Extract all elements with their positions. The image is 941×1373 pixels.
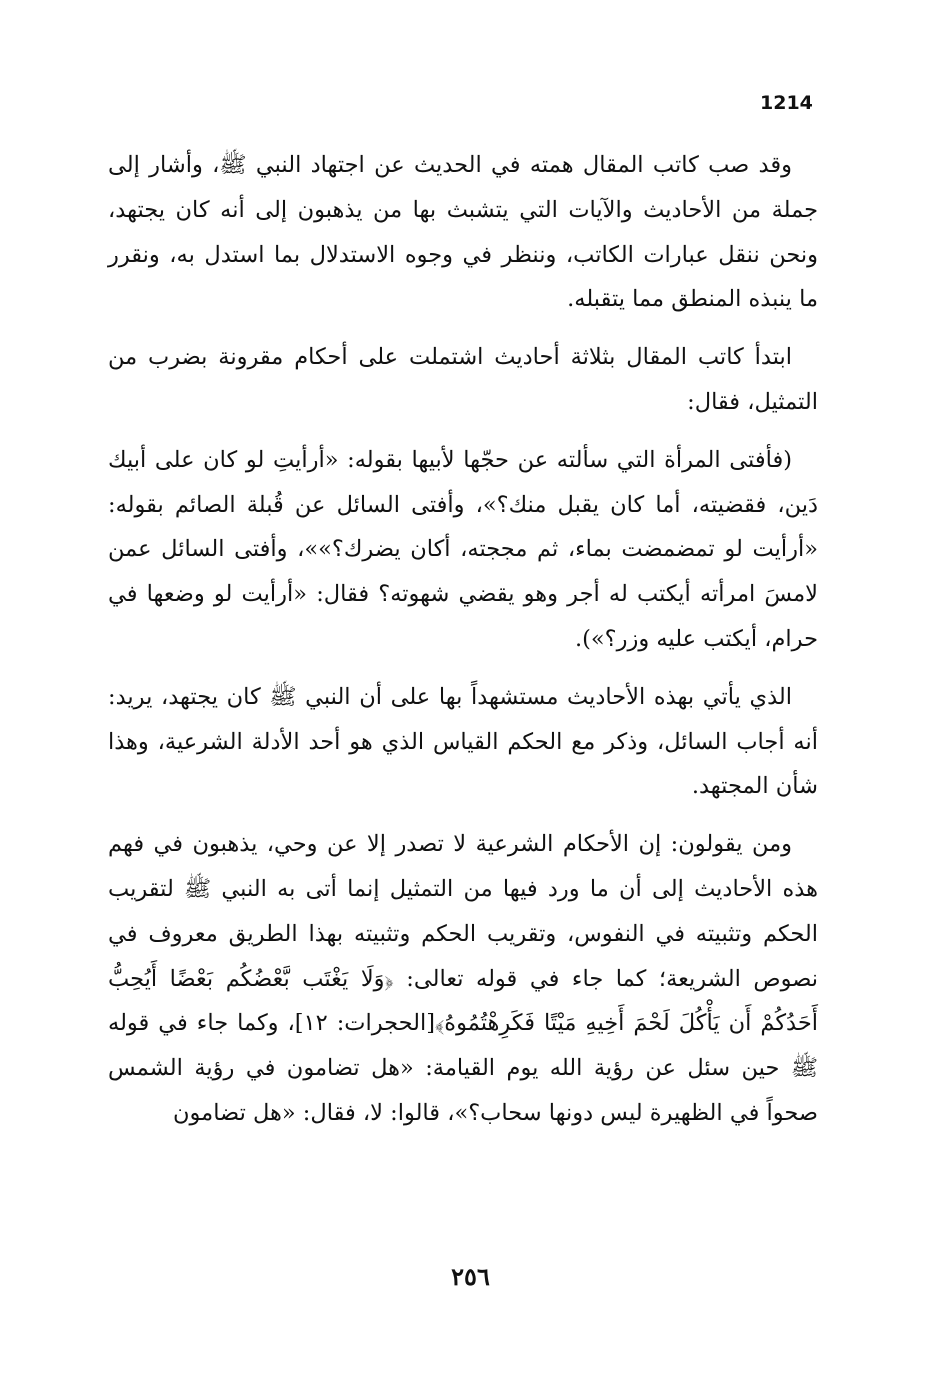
paragraph-quoted-hadiths: (فأفتى المرأة التي سألته عن حجّها لأبيها بقوله: «أرأيتِ لو كان على أبيك دَين، فقضيته، أما كان يقبل منك؟»، وأفتى السائل عن قُبلة الصائم بقوله: «أرأيت لو تمضمضت بماء، ثم مججته، أكان يضرك؟»»، وأفتى السائل عمن لامسَ امرأته أيكتب له أجر وهو يقضي شهوته؟ فقال: «أرأيت لو وضعها في حرام، أيكتب عليه وزر؟»). bbox=[108, 446, 818, 652]
page-header-number: 1214 bbox=[760, 92, 813, 114]
page-footer-number: ٢٥٦ bbox=[451, 1262, 490, 1291]
paragraph-intro: وقد صب كاتب المقال همته في الحديث عن اجتهاد النبي ﷺ، وأشار إلى جملة من الأحاديث والآيات التي يتشبث بها من يذهبون إلى أنه كان يجتهد، ونحن ننقل عبارات الكاتب، وننظر في وجوه الاستدلال بما استدل به، ونقرر ما ينبذه المنطق مما يتقبله. bbox=[108, 152, 818, 313]
paragraph-ijtihad-claim: الذي يأتي بهذه الأحاديث مستشهداً بها على أن النبي ﷺ كان يجتهد، يريد: أنه أجاب السائل، وذكر مع الحكم القياس الذي هو أحد الأدلة الشرعية، وهذا شأن المجتهد. bbox=[108, 683, 818, 800]
paragraph-three-hadiths: ابتدأ كاتب المقال بثلاثة أحاديث اشتملت على أحكام مقرونة بضرب من التمثيل، فقال: bbox=[108, 344, 818, 415]
paragraph-revelation-view: ومن يقولون: إن الأحكام الشرعية لا تصدر إلا عن وحي، يذهبون في فهم هذه الأحاديث إلى أن ما ورد فيها من التمثيل إنما أتى به النبي ﷺ لتقريب الحكم وتثبيته في النفوس، وتقريب الحكم وتثبيته بهذا الطريق معروف في نصوص الشريعة؛ كما جاء في قوله تعالى: ﴿وَلَا يَغْتَب بَّعْضُكُم بَعْضًا أَيُحِبُّ أَحَدُكُمْ أَن يَأْكُلَ لَحْمَ أَخِيهِ مَيْتًا فَكَرِهْتُمُوهُ﴾[الحجرات: ١٢]، وكما جاء في قوله ﷺ حين سئل عن رؤية الله يوم القيامة: «هل تضامون في رؤية الشمس صحواً في الظهيرة ليس دونها سحاب؟»، قالوا: لا، فقال: «هل تضامون bbox=[108, 831, 818, 1126]
document-body bbox=[108, 143, 818, 1149]
